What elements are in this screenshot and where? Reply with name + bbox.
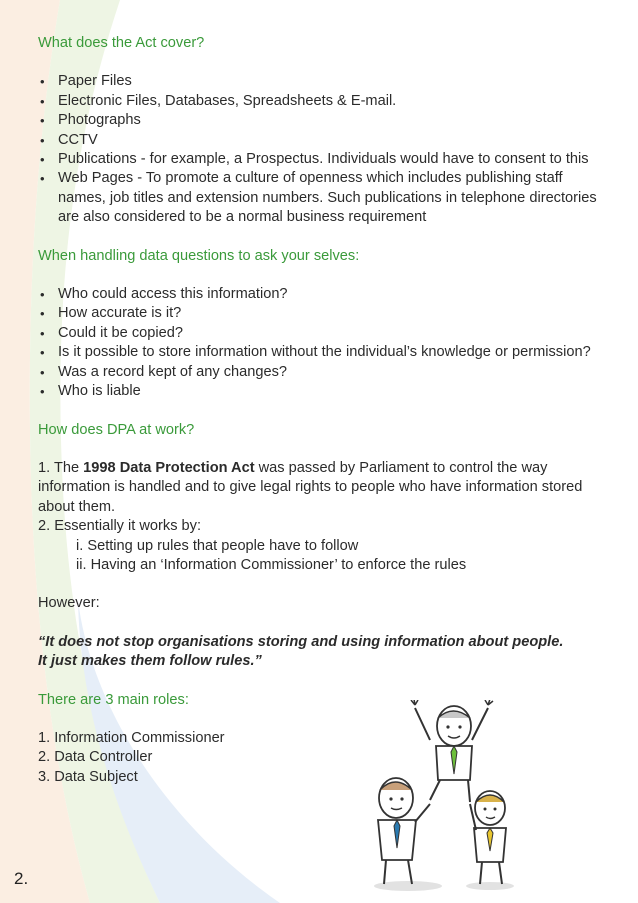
- dpa-point-1-rest: was passed by Parliament to control the way information is handled and to give legal rights to people who have information stored about them.: [38, 459, 583, 515]
- list-item: • CCTV: [58, 131, 598, 150]
- list-item: • Who could access this information?: [58, 285, 598, 304]
- list-item: • How accurate is it?: [58, 304, 598, 323]
- role-item: 1. Information Commissioner: [38, 729, 225, 746]
- heading-data-questions: When handling data questions to ask your selves:: [38, 247, 360, 264]
- dpa-point-1: [38, 459, 598, 517]
- list-item: • Electronic Files, Databases, Spreadsheets & E-mail.: [58, 92, 598, 111]
- list-item: • Photographs: [58, 111, 598, 130]
- role-item: 3. Data Subject: [38, 768, 138, 785]
- list-item: • Publications - for example, a Prospectus. Individuals would have to consent to this: [58, 150, 598, 169]
- list-item: • Web Pages - To promote a culture of openness which includes publishing staff names, job titles and extension numbers. Such publications in telephone directories are also considered to be a normal business requirement: [58, 169, 598, 227]
- quote-line-2: It just makes them follow rules.”: [38, 653, 262, 670]
- dpa-sub-ii: ii. Having an ‘Information Commissioner’ to enforce the rules: [76, 556, 467, 573]
- dpa-point-2: 2. Essentially it works by:: [38, 518, 202, 535]
- list-item: • Paper Files: [58, 72, 598, 91]
- teamwork-illustration: [360, 700, 530, 895]
- page-content: [38, 34, 598, 787]
- list-item: • Who is liable: [58, 382, 598, 401]
- however-text: However:: [38, 595, 100, 612]
- data-questions-list: [38, 285, 598, 401]
- heading-dpa-work: How does DPA at work?: [38, 421, 195, 438]
- list-item: • Was a record kept of any changes?: [58, 363, 598, 382]
- quote-line-1: “It does not stop organisations storing and using information about people.: [38, 633, 564, 650]
- role-item: 2. Data Controller: [38, 749, 153, 766]
- heading-main-roles: There are 3 main roles:: [38, 691, 189, 708]
- dpa-point-1-prefix: 1. The: [38, 459, 84, 476]
- page-number: 2.: [14, 869, 29, 888]
- list-item: • Could it be copied?: [58, 324, 598, 343]
- act-name: 1998 Data Protection Act: [83, 459, 255, 476]
- act-cover-list: [38, 72, 598, 227]
- heading-act-cover: What does the Act cover?: [38, 35, 205, 51]
- list-item: • Is it possible to store information without the individual’s knowledge or permission?: [58, 343, 598, 362]
- dpa-sub-i: i. Setting up rules that people have to follow: [76, 537, 359, 554]
